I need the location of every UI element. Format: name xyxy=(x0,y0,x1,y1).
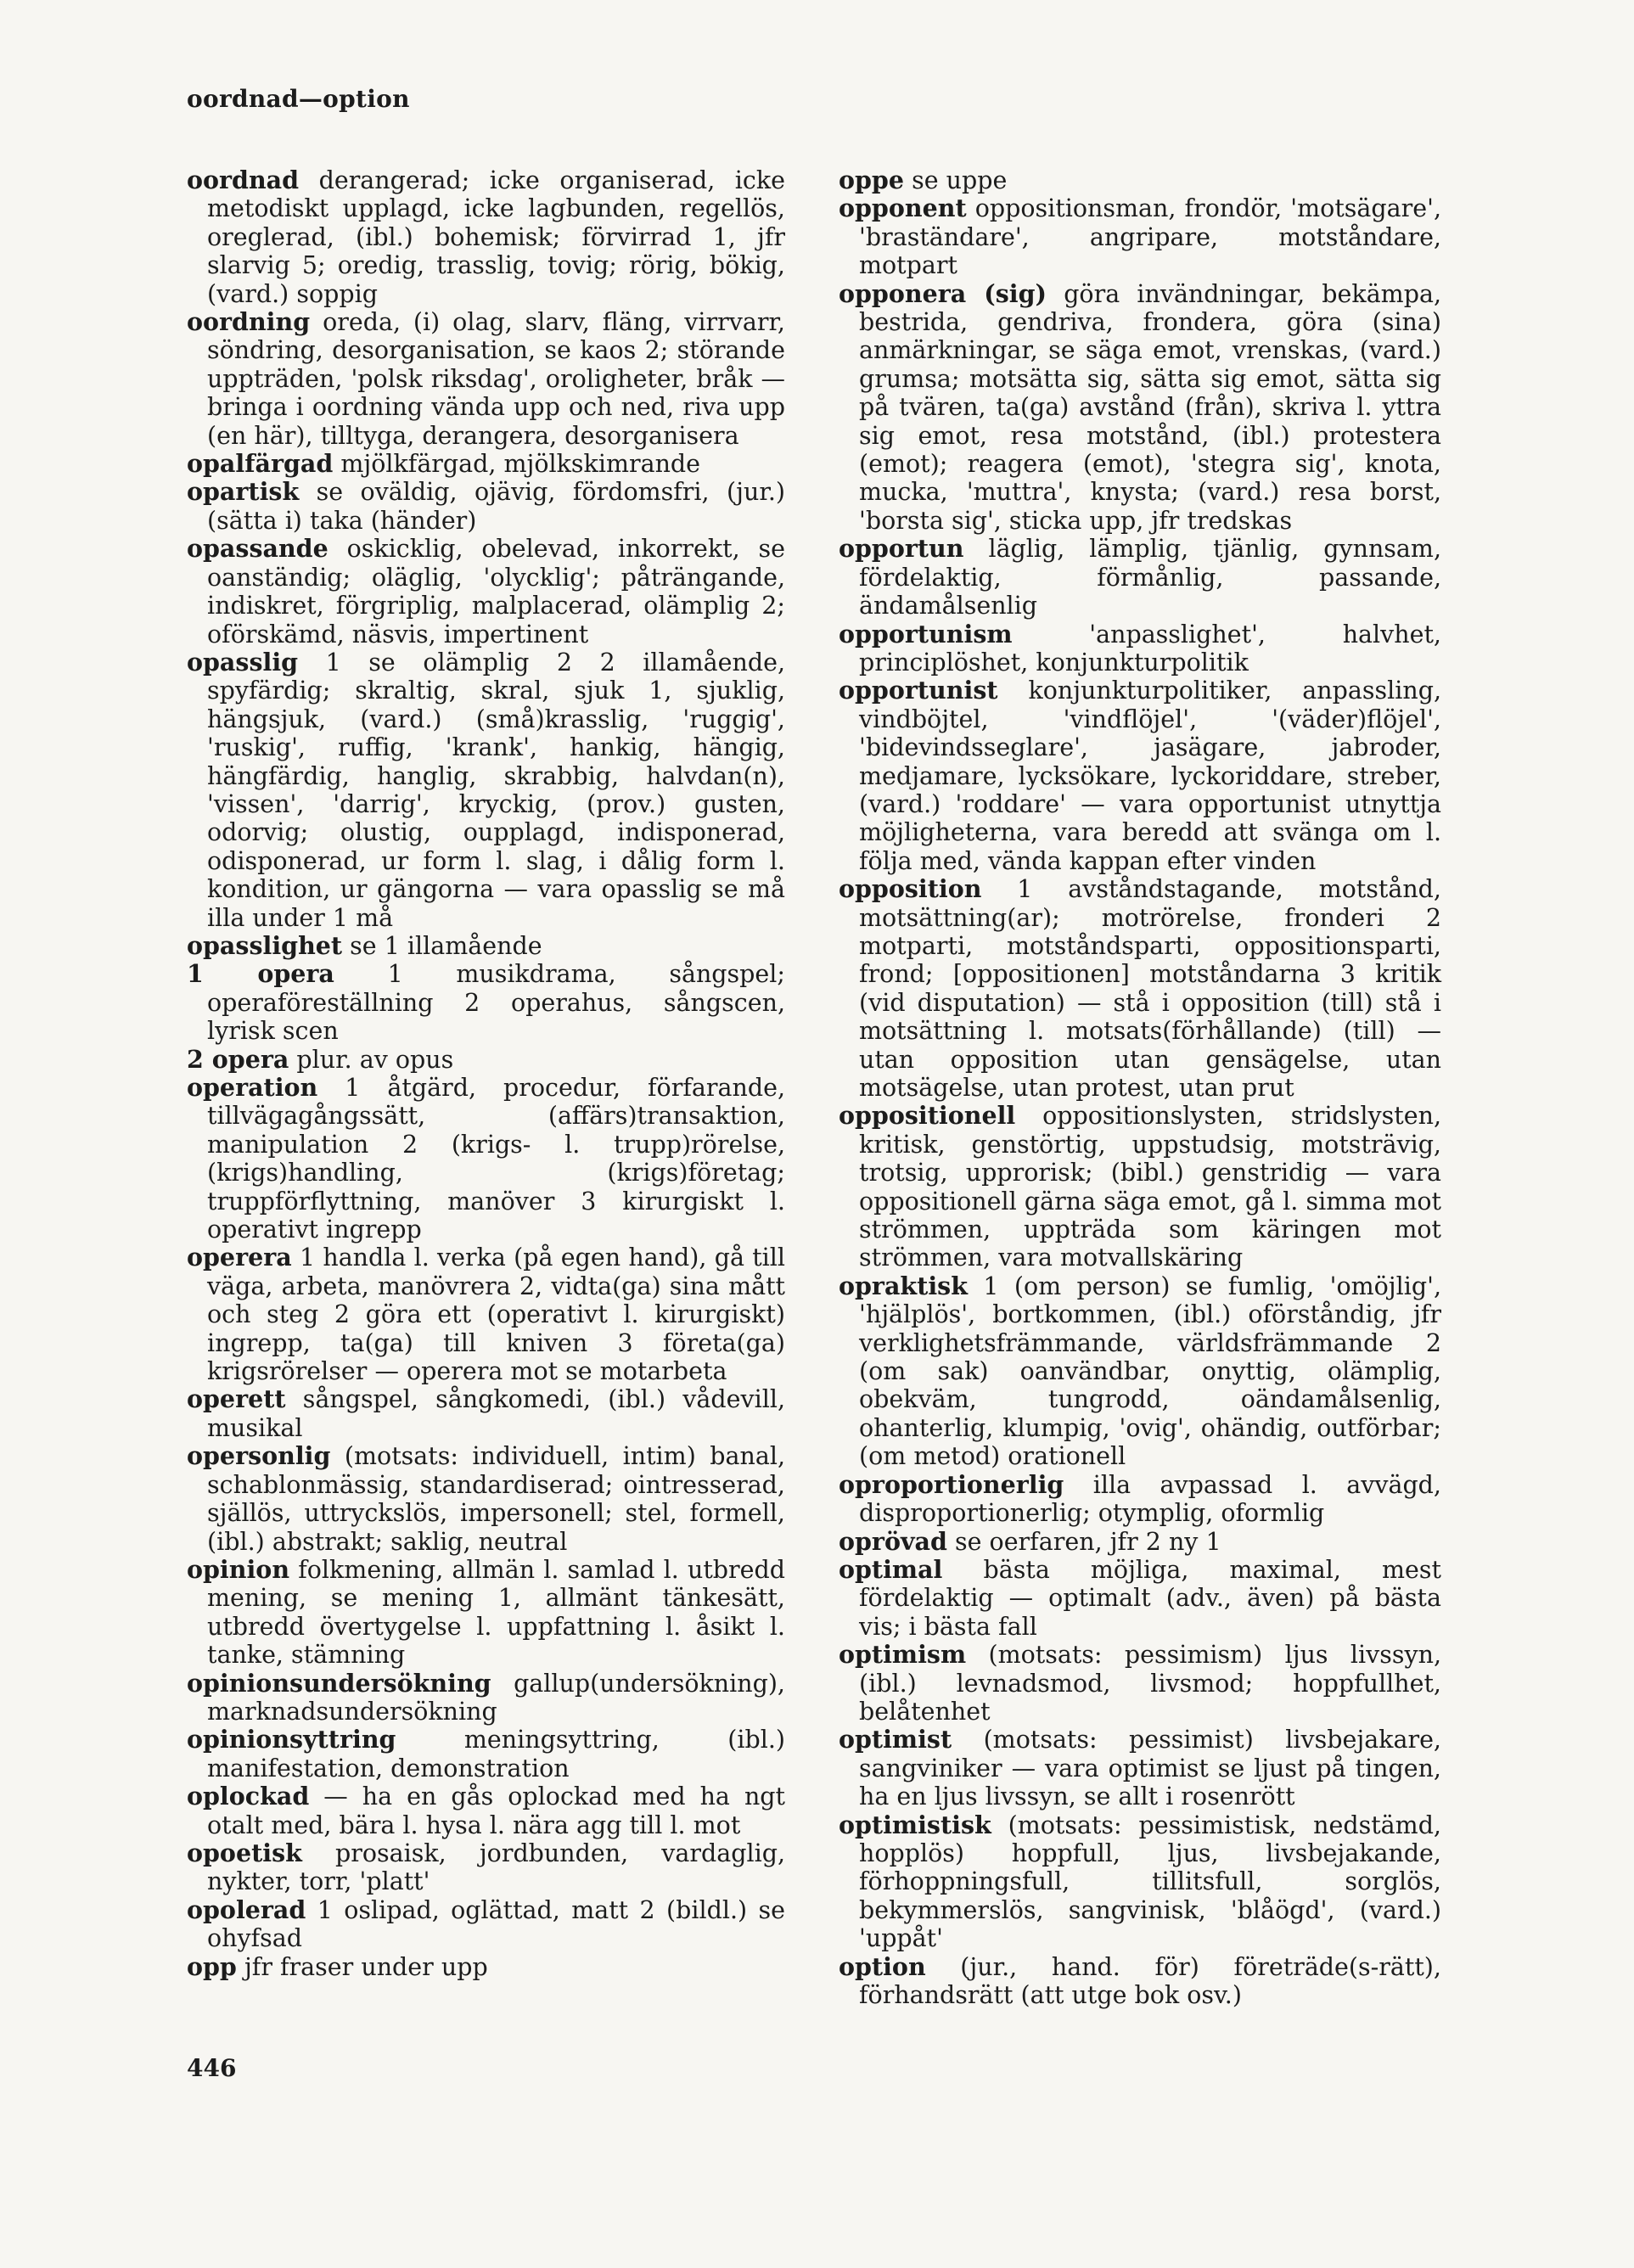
entry-definition: se oerfaren, jfr 2 ny 1 xyxy=(954,1527,1221,1556)
entry-headword: opartisk xyxy=(187,477,300,507)
entry-headword: opinionsyttring xyxy=(187,1725,396,1754)
dictionary-entry xyxy=(187,450,785,478)
entry-definition: meningsyttring, (ibl.) manifestation, demonstration xyxy=(207,1726,785,1782)
entry-headword: 2 opera xyxy=(187,1044,289,1074)
dictionary-entry xyxy=(187,1670,785,1726)
dictionary-entry xyxy=(187,1442,785,1556)
entry-headword: optimistisk xyxy=(839,1810,991,1839)
dictionary-entry xyxy=(187,1385,785,1442)
running-head: oordnad—option xyxy=(187,85,410,113)
dictionary-entry xyxy=(187,1953,785,1981)
entry-headword: opp xyxy=(187,1951,237,1981)
dictionary-entry xyxy=(839,280,1441,536)
entry-headword: opassande xyxy=(187,534,328,564)
entry-definition: jfr fraser under upp xyxy=(244,1952,488,1981)
entry-definition: — ha en gås oplockad med ha ngt otalt med, bära l. hysa l. nära agg till l. mot xyxy=(207,1782,785,1839)
entry-definition: plur. av opus xyxy=(296,1045,454,1074)
dictionary-entry xyxy=(187,1782,785,1839)
entry-headword: operation xyxy=(187,1073,318,1102)
entry-headword: opoetisk xyxy=(187,1838,302,1867)
entry-definition: se uppe xyxy=(912,166,1008,194)
dictionary-entry xyxy=(839,620,1441,677)
entry-headword: opponera (sig) xyxy=(839,278,1047,308)
dictionary-entry xyxy=(187,1046,785,1074)
entry-definition: läglig, lämplig, tjänlig, gynnsam, fördelaktig, förmånlig, passande, ändamålsenlig xyxy=(859,535,1441,620)
dictionary-entry xyxy=(187,960,785,1045)
dictionary-entry xyxy=(187,478,785,535)
entry-headword: opraktisk xyxy=(839,1271,968,1300)
dictionary-entry xyxy=(187,648,785,932)
entry-headword: opasslighet xyxy=(187,930,343,960)
dictionary-entry xyxy=(187,1839,785,1896)
dictionary-entry xyxy=(839,875,1441,1102)
dictionary-entry xyxy=(187,932,785,960)
entry-headword: option xyxy=(839,1951,926,1981)
entry-headword: opolerad xyxy=(187,1895,306,1924)
dictionary-entry xyxy=(839,1811,1441,1953)
entry-headword: operera xyxy=(187,1243,292,1272)
entry-headword: opportunist xyxy=(839,676,998,705)
dictionary-entry xyxy=(187,1726,785,1782)
entry-headword: opalfärgad xyxy=(187,449,334,479)
entry-headword: opponent xyxy=(839,194,967,223)
entry-definition: (motsats: pessimist) livsbejakare, sangviniker — vara optimist se ljust på tingen, ha en ljus livssyn, se allt i rosenrött xyxy=(859,1726,1441,1811)
dictionary-entry xyxy=(839,166,1441,194)
dictionary-entry xyxy=(187,166,785,308)
dictionary-entry xyxy=(839,1953,1441,2010)
entry-definition: 1 (om person) se fumlig, 'omöjlig', 'hjälplös', bortkommen, (ibl.) oförståndig, jfr verklighetsfrämmande, världsfrämmande 2 (om sak) oanvändbar, onyttig, olämplig, obekväm, tungrodd, oändamålsenlig, ohanterlig, klumpig, 'ovig', ohändig, outförbar; (om metod) orationell xyxy=(859,1272,1442,1471)
entry-definition: 1 musikdrama, sångspel; operaföreställning 2 operahus, sångscen, lyrisk scen xyxy=(207,960,785,1046)
page-number: 446 xyxy=(187,2054,237,2082)
entry-headword: opinionsundersökning xyxy=(187,1668,491,1698)
entry-definition: (motsats: pessimism) ljus livssyn, (ibl.) levnadsmod, livsmod; hoppfullhet, belåtenhet xyxy=(859,1641,1441,1726)
entry-headword: oplockad xyxy=(187,1782,310,1811)
entry-headword: opposition xyxy=(839,874,982,904)
dictionary-entry xyxy=(839,1528,1441,1556)
dictionary-entry xyxy=(187,1243,785,1385)
dictionary-entry xyxy=(839,1272,1441,1471)
entry-definition: illa avpassad l. avvägd, disproportionerlig; otymplig, oformlig xyxy=(859,1470,1441,1528)
entry-headword: oproportionerlig xyxy=(839,1469,1064,1499)
entry-headword: optimal xyxy=(839,1554,943,1584)
entry-headword: oordnad xyxy=(187,166,300,194)
entry-headword: opportunism xyxy=(839,619,1013,648)
entry-headword: opportun xyxy=(839,534,964,564)
entry-definition: derangerad; icke organiserad, icke metodiskt upplagd, icke lagbunden, regellös, oreglerad, (ibl.) bohemisk; förvirrad 1, jfr slarvig 5; oredig, trasslig, tovig; rörig, bökig, (vard.) soppig xyxy=(207,166,786,308)
entry-headword: 1 opera xyxy=(187,959,334,989)
entry-definition: oskicklig, obelevad, inkorrekt, se oanständig; oläglig, 'olycklig'; påträngande, indiskret, förgriplig, malplacerad, olämplig 2; oförskämd, näsvis, impertinent xyxy=(207,535,786,648)
dictionary-entry xyxy=(187,1896,785,1953)
entry-definition: (jur., hand. för) företräde(s-rätt), förhandsrätt (att utge bok osv.) xyxy=(859,1952,1441,2009)
entry-definition: bästa möjliga, maximal, mest fördelaktig — optimalt (adv., även) på bästa vis; i bästa fall xyxy=(859,1555,1441,1641)
entry-definition: 1 avståndstagande, motstånd, motsättning(ar); motrörelse, fronderi 2 motparti, motståndsparti, oppositionsparti, frond; [oppositionen] motståndarna 3 kritik (vid disputation) — stå i opposition (till) stå i motsättning l. motsats(förhållande) (till) — utan opposition utan gensägelse, utan motsägelse, utan protest, utan prut xyxy=(859,875,1441,1102)
dictionary-entry xyxy=(839,1102,1441,1272)
entry-headword: oppositionell xyxy=(839,1101,1016,1131)
entry-headword: optimist xyxy=(839,1725,952,1754)
entry-headword: operett xyxy=(187,1384,286,1414)
entry-headword: opasslig xyxy=(187,647,299,676)
entry-headword: oordning xyxy=(187,307,311,337)
entry-definition: oppositionsman, frondör, 'motsägare', 'braständare', angripare, motståndare, motpart xyxy=(859,194,1442,280)
left-column xyxy=(187,166,785,1981)
entry-definition: 'anpasslighet', halvhet, principlöshet, konjunkturpolitik xyxy=(859,620,1441,676)
dictionary-entry xyxy=(839,194,1441,279)
entry-definition: se oväldig, ojävig, fördomsfri, (jur.) (sätta i) taka (händer) xyxy=(207,478,785,535)
entry-headword: opinion xyxy=(187,1554,290,1584)
entry-definition: sångspel, sångkomedi, (ibl.) vådevill, musikal xyxy=(207,1385,785,1442)
dictionary-entry xyxy=(187,308,785,450)
entry-headword: optimism xyxy=(839,1640,967,1670)
entry-definition: oppositionslysten, stridslysten, kritisk, genstörtig, uppstudsig, motsträvig, trotsig, upprorisk; (bibl.) genstridig — vara oppositionell gärna säga emot, gå l. simma mot strömmen, uppträda som käringen mot strömmen, vara motvallskäring xyxy=(859,1102,1442,1272)
entry-definition: (motsats: pessimistisk, nedstämd, hopplös) hoppfull, ljus, livsbejakande, förhoppningsfull, tillitsfull, sorglös, bekymmerslös, sangvinisk, 'blåögd', (vard.) 'uppåt' xyxy=(859,1810,1441,1953)
entry-headword: oprövad xyxy=(839,1526,947,1556)
entry-definition: 1 åtgärd, procedur, förfarande, tillvägagångssätt, (affärs)transaktion, manipulation 2 (krigs- l. trupp)rörelse, (krigs)handling, (krigs)företag; truppförflyttning, manöver 3 kirurgiskt l. operativt ingrepp xyxy=(207,1074,786,1244)
entry-definition: göra invändningar, bekämpa, bestrida, gendriva, frondera, göra (sina) anmärkningar, se säga emot, vrenskas, (vard.) grumsa; motsätta sig, sätta sig emot, sätta sig på tvären, ta(ga) avstånd (från), skriva l. yttra sig emot, resa motstånd, (ibl.) protestera (emot); reagera (emot), 'stegra sig', knota, mucka, 'muttra', knysta; (vard.) resa borst, 'borsta sig', sticka upp, jfr tredskas xyxy=(859,279,1441,535)
dictionary-entry xyxy=(839,1726,1441,1810)
dictionary-entry xyxy=(187,535,785,648)
entry-definition: gallup(undersökning), marknadsundersökning xyxy=(207,1669,785,1726)
entry-definition: (motsats: individuell, intim) banal, schablonmässig, standardiserad; ointresserad, själlös, uttryckslös, impersonell; stel, formell, (ibl.) abstrakt; saklig, neutral xyxy=(207,1442,786,1556)
entry-definition: 1 handla l. verka (på egen hand), gå till väga, arbeta, manövrera 2, vidta(ga) sina mått och steg 2 göra ett (operativt l. kirurgiskt) ingrepp, ta(ga) till kniven 3 företa(ga) krigsrörelser — operera mot se motarbeta xyxy=(207,1243,785,1386)
dictionary-entry xyxy=(839,535,1441,620)
dictionary-entry xyxy=(187,1074,785,1243)
right-column xyxy=(839,166,1441,2009)
entry-definition: prosaisk, jordbunden, vardaglig, nykter, torr, 'platt' xyxy=(207,1839,786,1896)
entry-definition: se 1 illamående xyxy=(350,931,542,960)
dictionary-entry xyxy=(839,1641,1441,1726)
dictionary-entry xyxy=(839,676,1441,875)
dictionary-entry xyxy=(839,1471,1441,1528)
entry-definition: konjunkturpolitiker, anpassling, vindböjtel, 'vindflöjel', '(väder)flöjel', 'bidevindsseglare', jasägare, jabroder, medjamare, lycksökare, lyckoriddare, streber, (vard.) 'roddare' — vara opportunist utnyttja möjligheterna, vara beredd att svänga om l. följa med, vända kappan efter vinden xyxy=(859,676,1441,875)
entry-definition: mjölkfärgad, mjölkskimrande xyxy=(340,450,701,479)
entry-definition: folkmening, allmän l. samlad l. utbredd mening, se mening 1, allmänt tänkesätt, utbredd övertygelse l. uppfattning l. åsikt l. tanke, stämning xyxy=(207,1555,786,1670)
entry-definition: 1 oslipad, oglättad, matt 2 (bildl.) se ohyfsad xyxy=(207,1895,785,1953)
entry-definition: 1 se olämplig 2 2 illamående, spyfärdig; skraltig, skral, sjuk 1, sjuklig, hängsjuk, (vard.) (små)krasslig, 'ruggig', 'ruskig', ruffig, 'krank', hankig, hängig, hängfärdig, hanglig, skrabbig, halvdan(n), 'vissen', 'darrig', kryckig, (prov.) gusten, odorvig; olustig, oupplagd, indisponerad, odisponerad, ur form l. slag, i dålig form l. kondition, ur gängorna — vara opasslig se må illa under 1 må xyxy=(207,648,785,932)
entry-headword: opersonlig xyxy=(187,1441,331,1471)
dictionary-entry xyxy=(187,1556,785,1670)
entry-definition: oreda, (i) olag, slarv, fläng, virrvarr, söndring, desorganisation, se kaos 2; störande uppträden, 'polsk riksdag', oroligheter, bråk — bringa i oordning vända upp och ned, riva upp (en här), tilltyga, derangera, desorganisera xyxy=(207,308,785,450)
dictionary-entry xyxy=(839,1556,1441,1641)
entry-headword: oppe xyxy=(839,166,904,194)
